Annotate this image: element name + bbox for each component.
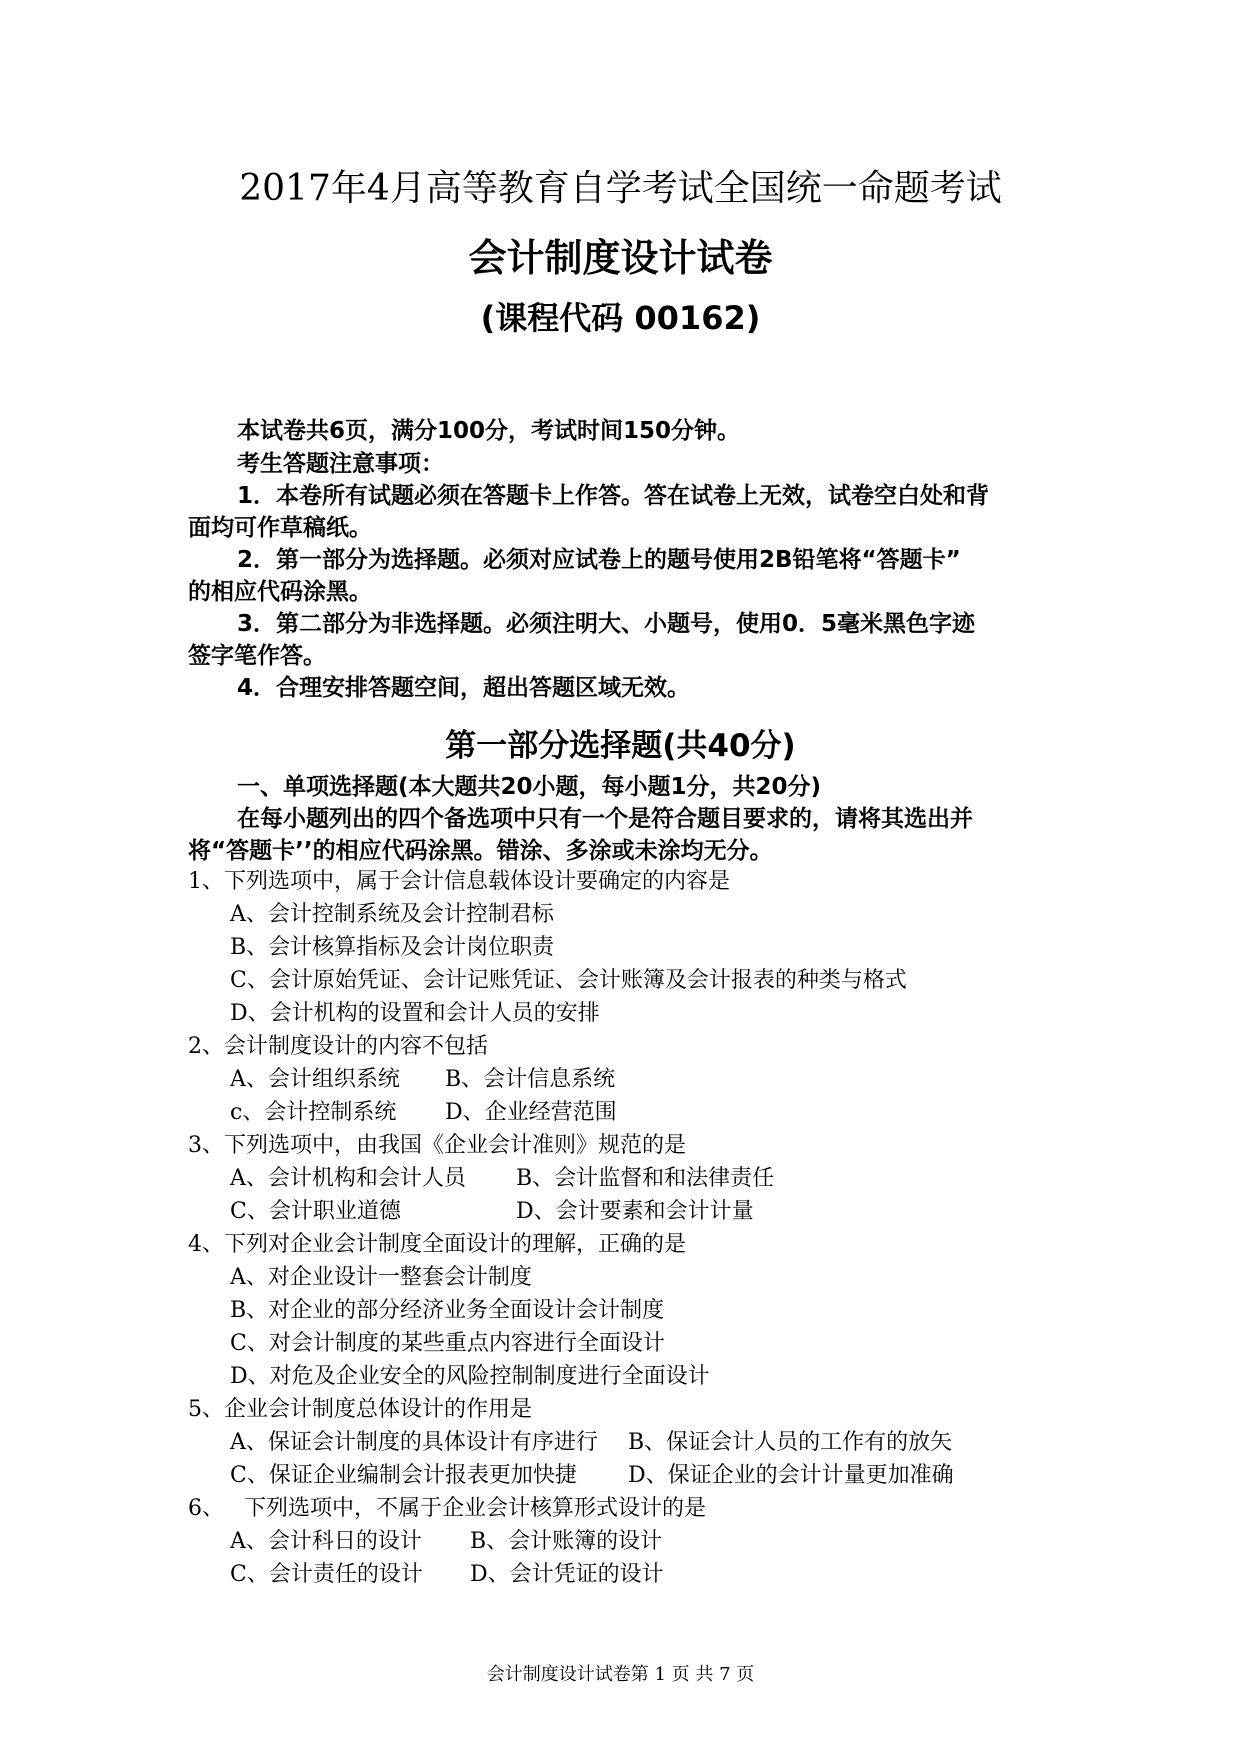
instructions-heading: 考生答题注意事项： xyxy=(237,451,444,477)
question-2-option-a: A、会计组织系统 xyxy=(230,1067,400,1092)
question-4-option-d: D、对危及企业安全的风险控制制度进行全面设计 xyxy=(230,1364,710,1389)
question-3-option-b: B、会计监督和和法律责任 xyxy=(516,1166,775,1191)
part1-title: 第一部分选择题(共40分) xyxy=(445,728,796,764)
paper-title: 会计制度设计试卷 xyxy=(468,236,773,280)
question-3-stem: 3、下列选项中，由我国《企业会计准则》规范的是 xyxy=(188,1133,686,1158)
question-1-option-c: C、会计原始凭证、会计记账凭证、会计账簿及会计报表的种类与格式 xyxy=(230,968,907,993)
question-3-option-a: A、会计机构和会计人员 xyxy=(230,1166,466,1191)
question-2-stem: 2、会计制度设计的内容不包括 xyxy=(188,1034,488,1059)
section-title: 一、单项选择题(本大题共20小题，每小题1分，共20分) xyxy=(237,774,822,800)
question-6-option-a: A、会计科日的设计 xyxy=(230,1529,422,1554)
question-3-option-c: C、会计职业道德 xyxy=(230,1199,401,1224)
question-5-option-c: C、保证企业编制会计报表更加快捷 xyxy=(230,1463,577,1488)
page-footer: 会计制度设计试卷第 1 页 共 7 页 xyxy=(486,1664,755,1685)
instruction-item-3-line1: 3．第二部分为非选择题。必须注明大、小题号，使用0．5毫米黑色字迹 xyxy=(237,611,976,637)
question-6-number: 6、 xyxy=(188,1496,224,1521)
question-5-option-d: D、保证企业的会计计量更加准确 xyxy=(628,1463,954,1488)
question-4-stem: 4、下列对企业会计制度全面设计的理解，正确的是 xyxy=(188,1232,686,1257)
question-3-option-d: D、会计要素和会计计量 xyxy=(516,1199,754,1224)
section-desc-line2: 将“答题卡’’的相应代码涂黑。错涂、多涂或未涂均无分。 xyxy=(188,838,773,864)
section-desc-line1: 在每小题列出的四个备选项中只有一个是符合题目要求的，请将其选出并 xyxy=(237,806,973,832)
question-4-option-c: C、对会计制度的某些重点内容进行全面设计 xyxy=(230,1331,665,1356)
question-6-option-c: C、会计责任的设计 xyxy=(230,1562,423,1587)
question-4-option-b: B、对企业的部分经济业务全面设计会计制度 xyxy=(230,1298,665,1323)
instruction-item-4-line1: 4．合理安排答题空间，超出答题区域无效。 xyxy=(237,675,691,701)
question-6-option-b: B、会计账簿的设计 xyxy=(470,1529,663,1554)
instruction-item-2-line2: 的相应代码涂黑。 xyxy=(188,579,372,605)
question-6-stem: 下列选项中，不属于企业会计核算形式设计的是 xyxy=(244,1496,707,1521)
exam-title: 2017年4月高等教育自学考试全国统一命题考试 xyxy=(239,168,1002,209)
question-2-option-d: D、企业经营范围 xyxy=(445,1100,617,1125)
question-6-option-d: D、会计凭证的设计 xyxy=(470,1562,664,1587)
instructions-intro: 本试卷共6页，满分100分，考试时间150分钟。 xyxy=(237,418,741,444)
instruction-item-3-line2: 签字笔作答。 xyxy=(188,643,326,669)
question-2-option-b: B、会计信息系统 xyxy=(445,1067,616,1092)
question-1-option-b: B、会计核算指标及会计岗位职责 xyxy=(230,935,555,960)
question-2-option-c: c、会计控制系统 xyxy=(230,1100,397,1125)
question-4-option-a: A、对企业设计一整套会计制度 xyxy=(230,1265,532,1290)
instruction-item-2-line1: 2．第一部分为选择题。必须对应试卷上的题号使用2B铅笔将“答题卡” xyxy=(237,547,961,573)
instruction-item-1-line2: 面均可作草稿纸。 xyxy=(188,515,372,541)
question-5-option-b: B、保证会计人员的工作有的放矢 xyxy=(628,1430,953,1455)
question-5-option-a: A、保证会计制度的具体设计有序进行 xyxy=(230,1430,598,1455)
course-code: (课程代码 00162) xyxy=(480,299,761,337)
instruction-item-1-line1: 1．本卷所有试题必须在答题卡上作答。答在试卷上无效，试卷空白处和背 xyxy=(237,483,990,509)
question-5-stem: 5、企业会计制度总体设计的作用是 xyxy=(188,1397,532,1422)
question-1-option-d: D、会计机构的设置和会计人员的安排 xyxy=(230,1001,600,1026)
question-1-option-a: A、会计控制系统及会计控制君标 xyxy=(230,902,554,927)
question-1-stem: 1、下列选项中，属于会计信息载体设计要确定的内容是 xyxy=(188,869,730,894)
